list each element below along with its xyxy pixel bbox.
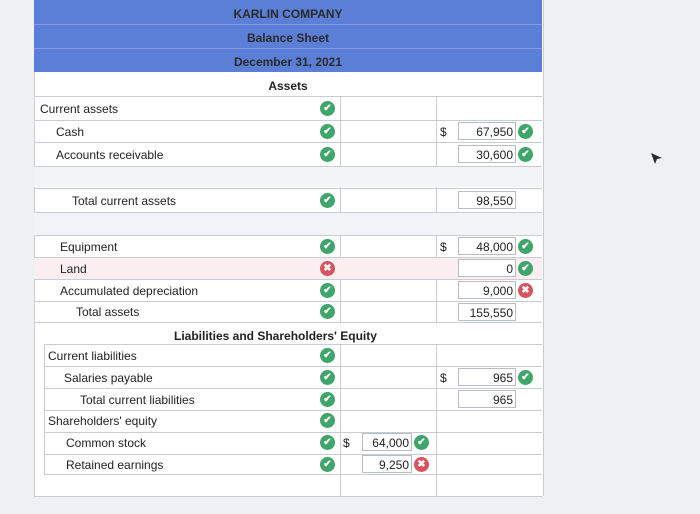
accumulated-depreciation-label: Accumulated depreciation (60, 284, 199, 298)
retained-earnings-label: Retained earnings (66, 458, 164, 472)
total-current-assets-input[interactable]: 98,550 (458, 191, 516, 209)
check-icon: ✔ (320, 348, 335, 363)
check-icon: ✔ (518, 370, 533, 385)
check-icon: ✔ (414, 435, 429, 450)
check-icon: ✔ (320, 457, 335, 472)
check-icon: ✔ (320, 147, 335, 162)
accumulated-depreciation-input[interactable]: 9,000 (458, 281, 516, 299)
accounts-receivable-input[interactable]: 30,600 (458, 145, 516, 163)
check-icon: ✔ (320, 435, 335, 450)
dollar-sign: $ (440, 371, 447, 385)
check-icon: ✔ (320, 413, 335, 428)
cross-icon: ✖ (518, 283, 533, 298)
check-icon: ✔ (320, 392, 335, 407)
liabilities-heading: Liabilities and Shareholders' Equity (174, 329, 377, 343)
company-name: KARLIN COMPANY (233, 7, 343, 21)
check-icon: ✔ (320, 124, 335, 139)
total-assets-label: Total assets (76, 305, 140, 319)
total-current-liabilities-label: Total current liabilities (80, 393, 195, 407)
check-icon: ✔ (518, 124, 533, 139)
dollar-sign: $ (440, 125, 447, 139)
cash-input[interactable]: 67,950 (458, 122, 516, 140)
assets-heading: Assets (268, 79, 308, 93)
accounts-receivable-label: Accounts receivable (56, 148, 164, 162)
cross-icon: ✖ (414, 457, 429, 472)
current-liabilities-label: Current liabilities (48, 349, 137, 363)
total-current-assets-label: Total current assets (72, 194, 177, 208)
check-icon: ✔ (320, 101, 335, 116)
check-icon: ✔ (518, 239, 533, 254)
shareholders-equity-label: Shareholders' equity (48, 414, 158, 428)
mouse-cursor-icon (650, 152, 664, 166)
salaries-payable-input[interactable]: 965 (458, 368, 516, 386)
check-icon: ✔ (518, 261, 533, 276)
statement-date: December 31, 2021 (233, 55, 343, 69)
cash-label: Cash (56, 125, 85, 139)
dollar-sign: $ (343, 436, 350, 450)
check-icon: ✔ (320, 370, 335, 385)
check-icon: ✔ (320, 283, 335, 298)
equipment-input[interactable]: 48,000 (458, 237, 516, 255)
check-icon: ✔ (320, 304, 335, 319)
equipment-label: Equipment (60, 240, 118, 254)
check-icon: ✔ (518, 147, 533, 162)
check-icon: ✔ (320, 193, 335, 208)
retained-earnings-input[interactable]: 9,250 (362, 455, 412, 473)
land-label: Land (60, 262, 87, 276)
statement-title: Balance Sheet (246, 31, 330, 45)
current-assets-label: Current assets (40, 102, 119, 116)
salaries-payable-label: Salaries payable (64, 371, 153, 385)
common-stock-label: Common stock (66, 436, 147, 450)
check-icon: ✔ (320, 239, 335, 254)
total-assets-input[interactable]: 155,550 (458, 303, 516, 321)
total-current-liabilities-input[interactable]: 965 (458, 390, 516, 408)
cross-icon: ✖ (320, 261, 335, 276)
common-stock-input[interactable]: 64,000 (362, 433, 412, 451)
dollar-sign: $ (440, 240, 447, 254)
land-input[interactable]: 0 (458, 259, 516, 277)
